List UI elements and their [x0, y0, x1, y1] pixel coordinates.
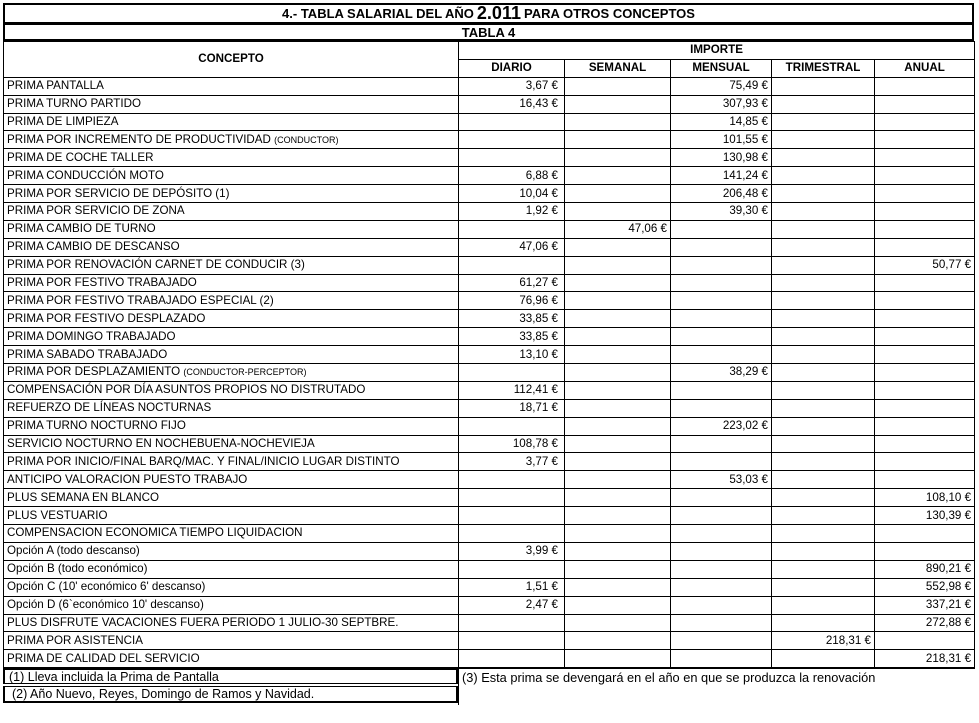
mensual-cell	[671, 381, 772, 399]
table-row	[4, 507, 975, 525]
semanal-cell	[565, 489, 671, 507]
concept-label: PRIMA CAMBIO DE DESCANSO	[7, 240, 180, 254]
anual-cell: 890,21 €	[875, 560, 975, 578]
concept-label: PRIMA TURNO NOCTURNO FIJO	[7, 419, 186, 433]
concept-label: PRIMA DE COCHE TALLER	[7, 150, 154, 164]
concept-label: Opción A (todo descanso)	[7, 544, 140, 558]
table-row	[4, 471, 975, 489]
diario-cell: 3,77 €	[459, 453, 565, 471]
mensual-cell: 130,98 €	[671, 149, 772, 167]
trimestral-cell	[772, 507, 875, 525]
diario-cell: 13,10 €	[459, 346, 565, 364]
column-header-trimestral: TRIMESTRAL	[772, 59, 875, 77]
anual-cell	[875, 149, 975, 167]
diario-cell	[459, 220, 565, 238]
semanal-cell	[565, 525, 671, 543]
semanal-cell	[565, 256, 671, 274]
table-row	[4, 238, 975, 256]
footnote-1: (1) Lleva incluida la Prima de Pantalla	[3, 669, 458, 684]
mensual-cell	[671, 650, 772, 668]
semanal-cell	[565, 364, 671, 382]
mensual-cell	[671, 560, 772, 578]
table-row	[4, 220, 975, 238]
concept-cell	[4, 149, 459, 167]
diario-cell: 1,92 €	[459, 203, 565, 221]
semanal-cell	[565, 185, 671, 203]
concept-label: Opción B (todo económico)	[7, 562, 148, 576]
mensual-cell: 206,48 €	[671, 185, 772, 203]
table-row	[4, 381, 975, 399]
trimestral-cell	[772, 542, 875, 560]
table-row	[4, 560, 975, 578]
trimestral-cell	[772, 453, 875, 471]
concept-label: COMPENSACIÓN POR DÍA ASUNTOS PROPIOS NO DISTRUTADO	[7, 383, 366, 397]
mensual-cell	[671, 632, 772, 650]
anual-cell	[875, 471, 975, 489]
trimestral-cell	[772, 95, 875, 113]
concept-label: PRIMA POR SERVICIO DE DEPÓSITO (1)	[7, 186, 230, 200]
mensual-cell: 38,29 €	[671, 364, 772, 382]
table-title	[3, 3, 974, 24]
trimestral-cell	[772, 220, 875, 238]
concept-cell	[4, 256, 459, 274]
table-row	[4, 149, 975, 167]
concept-label: PRIMA POR FESTIVO TRABAJADO ESPECIAL (2)	[7, 293, 274, 307]
semanal-cell	[565, 650, 671, 668]
semanal-cell	[565, 471, 671, 489]
table-row	[4, 185, 975, 203]
trimestral-cell: 218,31 €	[772, 632, 875, 650]
diario-cell	[459, 507, 565, 525]
mensual-cell	[671, 435, 772, 453]
table-row	[4, 77, 975, 95]
concept-label: PRIMA DE CALIDAD DEL SERVICIO	[7, 651, 200, 665]
anual-cell: 337,21 €	[875, 596, 975, 614]
mensual-cell	[671, 310, 772, 328]
concept-cell	[4, 542, 459, 560]
semanal-cell	[565, 203, 671, 221]
concept-cell	[4, 417, 459, 435]
table-row	[4, 310, 975, 328]
table-row	[4, 596, 975, 614]
diario-cell	[459, 131, 565, 149]
column-header-importe: IMPORTE	[459, 42, 975, 60]
table-row	[4, 632, 975, 650]
anual-cell	[875, 203, 975, 221]
concept-cell	[4, 453, 459, 471]
mensual-cell	[671, 346, 772, 364]
trimestral-cell	[772, 113, 875, 131]
column-header-diario: DIARIO	[459, 59, 565, 77]
concept-cell	[4, 560, 459, 578]
trimestral-cell	[772, 525, 875, 543]
diario-cell: 18,71 €	[459, 399, 565, 417]
table-row	[4, 525, 975, 543]
concept-label: PLUS VESTUARIO	[7, 508, 108, 522]
diario-cell	[459, 364, 565, 382]
mensual-cell	[671, 399, 772, 417]
diario-cell	[459, 489, 565, 507]
diario-cell: 33,85 €	[459, 310, 565, 328]
table-row	[4, 489, 975, 507]
trimestral-cell	[772, 381, 875, 399]
concept-cell	[4, 471, 459, 489]
table-row	[4, 95, 975, 113]
mensual-cell	[671, 525, 772, 543]
semanal-cell	[565, 131, 671, 149]
anual-cell	[875, 453, 975, 471]
salary-table	[3, 41, 975, 669]
semanal-cell	[565, 95, 671, 113]
column-header-semanal: SEMANAL	[565, 59, 671, 77]
concept-label: Opción D (6`económico 10' descanso)	[7, 598, 204, 612]
anual-cell	[875, 381, 975, 399]
mensual-cell	[671, 328, 772, 346]
anual-cell: 272,88 €	[875, 614, 975, 632]
diario-cell: 112,41 €	[459, 381, 565, 399]
anual-cell	[875, 310, 975, 328]
concept-cell	[4, 310, 459, 328]
mensual-cell	[671, 507, 772, 525]
semanal-cell	[565, 435, 671, 453]
trimestral-cell	[772, 417, 875, 435]
concept-cell	[4, 346, 459, 364]
diario-cell: 108,78 €	[459, 435, 565, 453]
column-header-concepto: CONCEPTO	[4, 42, 459, 78]
diario-cell: 6,88 €	[459, 167, 565, 185]
mensual-cell	[671, 489, 772, 507]
trimestral-cell	[772, 274, 875, 292]
table-row	[4, 453, 975, 471]
mensual-cell	[671, 542, 772, 560]
table-row	[4, 113, 975, 131]
mensual-cell	[671, 614, 772, 632]
trimestral-cell	[772, 346, 875, 364]
semanal-cell	[565, 292, 671, 310]
concept-cell	[4, 185, 459, 203]
title-suffix: PARA OTROS CONCEPTOS	[523, 6, 695, 21]
concept-cell	[4, 381, 459, 399]
concept-label: PRIMA CONDUCCIÓN MOTO	[7, 168, 164, 182]
anual-cell	[875, 328, 975, 346]
concept-cell	[4, 167, 459, 185]
mensual-cell	[671, 256, 772, 274]
anual-cell	[875, 346, 975, 364]
diario-cell: 3,99 €	[459, 542, 565, 560]
trimestral-cell	[772, 471, 875, 489]
table-row	[4, 292, 975, 310]
table-row	[4, 274, 975, 292]
mensual-cell: 223,02 €	[671, 417, 772, 435]
footnotes	[3, 669, 974, 705]
mensual-cell: 141,24 €	[671, 167, 772, 185]
trimestral-cell	[772, 77, 875, 95]
mensual-cell: 39,30 €	[671, 203, 772, 221]
concept-cell	[4, 220, 459, 238]
concept-cell	[4, 578, 459, 596]
anual-cell	[875, 131, 975, 149]
anual-cell	[875, 632, 975, 650]
concept-cell	[4, 77, 459, 95]
diario-cell	[459, 149, 565, 167]
mensual-cell: 14,85 €	[671, 113, 772, 131]
semanal-cell	[565, 578, 671, 596]
table-row	[4, 578, 975, 596]
mensual-cell: 53,03 €	[671, 471, 772, 489]
concept-cell	[4, 203, 459, 221]
concept-note: (CONDUCTOR)	[274, 134, 339, 145]
concept-cell	[4, 113, 459, 131]
semanal-cell	[565, 328, 671, 346]
anual-cell	[875, 95, 975, 113]
diario-cell: 1,51 €	[459, 578, 565, 596]
semanal-cell	[565, 542, 671, 560]
trimestral-cell	[772, 596, 875, 614]
concept-label: SERVICIO NOCTURNO EN NOCHEBUENA-NOCHEVIEJA	[7, 437, 315, 451]
concept-cell	[4, 614, 459, 632]
concept-label: PRIMA PANTALLA	[7, 79, 104, 93]
table-row	[4, 650, 975, 668]
semanal-cell	[565, 346, 671, 364]
concept-cell	[4, 328, 459, 346]
anual-cell	[875, 167, 975, 185]
mensual-cell	[671, 220, 772, 238]
concept-label: COMPENSACION ECONOMICA TIEMPO LIQUIDACION	[7, 526, 303, 540]
anual-cell	[875, 185, 975, 203]
mensual-cell: 307,93 €	[671, 95, 772, 113]
trimestral-cell	[772, 614, 875, 632]
semanal-cell	[565, 238, 671, 256]
anual-cell	[875, 364, 975, 382]
table-row	[4, 256, 975, 274]
semanal-cell	[565, 149, 671, 167]
diario-cell	[459, 471, 565, 489]
trimestral-cell	[772, 167, 875, 185]
concept-label: PRIMA POR DESPLAZAMIENTO	[7, 365, 181, 379]
diario-cell	[459, 256, 565, 274]
diario-cell	[459, 614, 565, 632]
table-row	[4, 364, 975, 382]
concept-cell	[4, 507, 459, 525]
concept-cell	[4, 489, 459, 507]
trimestral-cell	[772, 364, 875, 382]
mensual-cell: 75,49 €	[671, 77, 772, 95]
concept-label: PRIMA DOMINGO TRABAJADO	[7, 329, 176, 343]
semanal-cell	[565, 274, 671, 292]
concept-label: ANTICIPO VALORACION PUESTO TRABAJO	[7, 472, 248, 486]
anual-cell	[875, 238, 975, 256]
concept-cell	[4, 274, 459, 292]
concept-label: PRIMA POR FESTIVO TRABAJADO	[7, 276, 197, 290]
table-row	[4, 346, 975, 364]
semanal-cell	[565, 310, 671, 328]
anual-cell	[875, 220, 975, 238]
trimestral-cell	[772, 149, 875, 167]
concept-cell	[4, 131, 459, 149]
anual-cell: 108,10 €	[875, 489, 975, 507]
anual-cell	[875, 525, 975, 543]
semanal-cell	[565, 560, 671, 578]
trimestral-cell	[772, 131, 875, 149]
anual-cell	[875, 77, 975, 95]
anual-cell	[875, 542, 975, 560]
trimestral-cell	[772, 256, 875, 274]
mensual-cell	[671, 274, 772, 292]
semanal-cell	[565, 113, 671, 131]
anual-cell	[875, 399, 975, 417]
diario-cell	[459, 113, 565, 131]
trimestral-cell	[772, 560, 875, 578]
diario-cell	[459, 650, 565, 668]
table-row	[4, 131, 975, 149]
anual-cell	[875, 435, 975, 453]
trimestral-cell	[772, 399, 875, 417]
diario-cell: 16,43 €	[459, 95, 565, 113]
diario-cell	[459, 525, 565, 543]
semanal-cell	[565, 399, 671, 417]
trimestral-cell	[772, 238, 875, 256]
semanal-cell	[565, 417, 671, 435]
semanal-cell	[565, 167, 671, 185]
diario-cell: 61,27 €	[459, 274, 565, 292]
concept-cell	[4, 364, 459, 382]
trimestral-cell	[772, 203, 875, 221]
trimestral-cell	[772, 489, 875, 507]
concept-label: PRIMA SABADO TRABAJADO	[7, 347, 168, 361]
concept-label: PRIMA POR RENOVACIÓN CARNET DE CONDUCIR (3)	[7, 258, 305, 272]
table-body	[4, 77, 975, 668]
concept-cell	[4, 292, 459, 310]
diario-cell	[459, 417, 565, 435]
footnote-3: (3) Esta prima se devengará en el año en que se produzca la renovación	[458, 669, 974, 705]
semanal-cell: 47,06 €	[565, 220, 671, 238]
mensual-cell	[671, 453, 772, 471]
semanal-cell	[565, 507, 671, 525]
semanal-cell	[565, 596, 671, 614]
semanal-cell	[565, 381, 671, 399]
concept-label: PLUS DISFRUTE VACACIONES FUERA PERIODO 1 JULIO-30 SEPTBRE.	[7, 615, 399, 629]
trimestral-cell	[772, 292, 875, 310]
anual-cell: 50,77 €	[875, 256, 975, 274]
table-row	[4, 417, 975, 435]
concept-label: Opción C (10' económico 6' descanso)	[7, 580, 206, 594]
footnotes-left	[3, 669, 458, 705]
trimestral-cell	[772, 310, 875, 328]
diario-cell: 47,06 €	[459, 238, 565, 256]
trimestral-cell	[772, 578, 875, 596]
anual-cell: 130,39 €	[875, 507, 975, 525]
concept-cell	[4, 525, 459, 543]
semanal-cell	[565, 77, 671, 95]
trimestral-cell	[772, 435, 875, 453]
table-row	[4, 328, 975, 346]
semanal-cell	[565, 614, 671, 632]
concept-cell	[4, 596, 459, 614]
concept-label: PRIMA POR INCREMENTO DE PRODUCTIVIDAD	[7, 132, 271, 146]
title-year: 2.011	[476, 3, 521, 23]
salary-table-sheet	[3, 3, 974, 705]
table-row	[4, 435, 975, 453]
diario-cell	[459, 560, 565, 578]
table-row	[4, 614, 975, 632]
concept-cell	[4, 95, 459, 113]
concept-label: PRIMA POR INICIO/FINAL BARQ/MAC. Y FINAL/INICIO LUGAR DISTINTO	[7, 454, 400, 468]
concept-label: PRIMA CAMBIO DE TURNO	[7, 222, 156, 236]
anual-cell	[875, 113, 975, 131]
mensual-cell	[671, 292, 772, 310]
concept-label: PLUS SEMANA EN BLANCO	[7, 490, 160, 504]
concept-cell	[4, 435, 459, 453]
diario-cell	[459, 632, 565, 650]
trimestral-cell	[772, 185, 875, 203]
semanal-cell	[565, 632, 671, 650]
concept-cell	[4, 650, 459, 668]
semanal-cell	[565, 453, 671, 471]
concept-label: PRIMA POR ASISTENCIA	[7, 633, 143, 647]
anual-cell: 552,98 €	[875, 578, 975, 596]
mensual-cell	[671, 238, 772, 256]
diario-cell: 33,85 €	[459, 328, 565, 346]
concept-cell	[4, 399, 459, 417]
table-row	[4, 542, 975, 560]
footnote-2: (2) Año Nuevo, Reyes, Domingo de Ramos y Navidad.	[3, 686, 458, 703]
concept-note: (CONDUCTOR-PERCEPTOR)	[183, 367, 307, 378]
table-subtitle: TABLA 4	[3, 24, 974, 41]
concept-cell	[4, 238, 459, 256]
anual-cell: 218,31 €	[875, 650, 975, 668]
concept-cell	[4, 632, 459, 650]
table-row	[4, 167, 975, 185]
diario-cell: 2,47 €	[459, 596, 565, 614]
column-header-mensual: MENSUAL	[671, 59, 772, 77]
anual-cell	[875, 292, 975, 310]
table-row	[4, 203, 975, 221]
concept-label: PRIMA POR SERVICIO DE ZONA	[7, 204, 185, 218]
anual-cell	[875, 274, 975, 292]
title-prefix: 4.- TABLA SALARIAL DEL AÑO	[282, 6, 474, 21]
concept-label: PRIMA POR FESTIVO DESPLAZADO	[7, 311, 206, 325]
diario-cell: 10,04 €	[459, 185, 565, 203]
diario-cell: 3,67 €	[459, 77, 565, 95]
anual-cell	[875, 417, 975, 435]
diario-cell: 76,96 €	[459, 292, 565, 310]
column-header-anual: ANUAL	[875, 59, 975, 77]
table-row	[4, 399, 975, 417]
mensual-cell	[671, 596, 772, 614]
mensual-cell	[671, 578, 772, 596]
concept-label: REFUERZO DE LÍNEAS NOCTURNAS	[7, 401, 212, 415]
concept-label: PRIMA DE LIMPIEZA	[7, 115, 119, 128]
concept-label: PRIMA TURNO PARTIDO	[7, 97, 141, 111]
trimestral-cell	[772, 328, 875, 346]
trimestral-cell	[772, 650, 875, 668]
mensual-cell: 101,55 €	[671, 131, 772, 149]
